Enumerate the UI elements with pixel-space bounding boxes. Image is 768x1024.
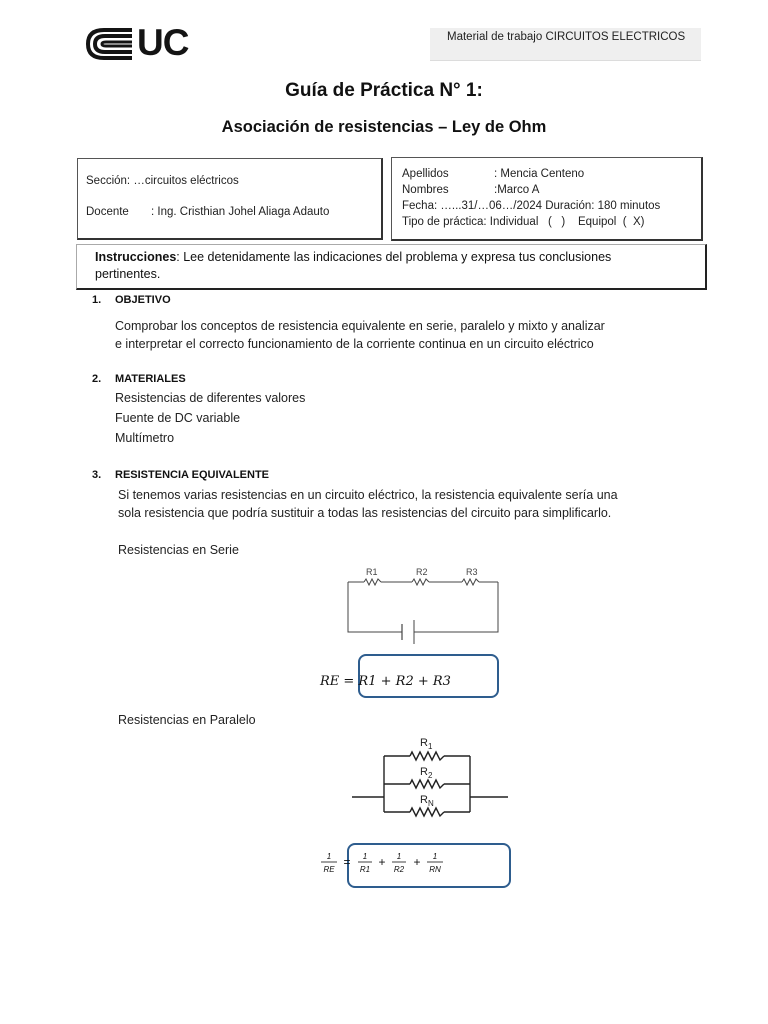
section-2-number: 2. (92, 373, 102, 385)
tipo-value: Individual ( ) Equipol ( X) (489, 216, 645, 228)
tipo-label: Tipo de práctica: (402, 216, 487, 228)
seccion-value: …circuitos eléctricos (133, 175, 239, 187)
section-1-line2: e interpretar el correcto funcionamiento de la corriente continua en un circuito eléctrico (115, 337, 594, 351)
instructions-label: Instrucciones (95, 250, 177, 264)
page-subtitle: Asociación de resistencias – Ley de Ohm (221, 118, 547, 136)
nombres-label: Nombres (402, 184, 449, 196)
frac-den-rn: RN (429, 865, 441, 874)
section-3-number: 3. (92, 469, 102, 481)
header-label: Material de trabajo CIRCUITOS ELECTRICOS (447, 31, 686, 43)
frac-den-re: RE (323, 865, 335, 874)
frac-num: 1 (432, 852, 438, 861)
material-item: Fuente de DC variable (115, 411, 241, 425)
frac-den-r1: R1 (359, 865, 371, 874)
parallel-rn-label: $R_N$ (420, 794, 434, 808)
section-1-line1: Comprobar los conceptos de resistencia equivalente en serie, paralelo y mixto y analizar (115, 319, 605, 333)
series-r1-label: R1 (366, 567, 378, 577)
material-item: Multímetro (115, 431, 175, 445)
docente-value: : Ing. Cristhian Johel Aliaga Adauto (151, 206, 330, 218)
page-title: Guía de Práctica N° 1: (285, 80, 483, 101)
series-circuit-diagram (340, 560, 510, 650)
section-2-title: MATERIALES (115, 373, 186, 385)
section-3-line2: sola resistencia que podría sustituir a todas las resistencias del circuito para simplificarlo. (118, 506, 612, 520)
paralelo-label: Resistencias en Paralelo (118, 713, 256, 727)
fecha-value: : …...31/…06…/2024 Duración: 180 minutos (434, 200, 661, 212)
series-r3-label: R3 (466, 567, 478, 577)
series-r2-label: R2 (416, 567, 428, 577)
frac-num: 1 (396, 852, 402, 861)
seccion-label: Sección: (86, 175, 131, 187)
nombres-value: :Marco A (494, 184, 540, 196)
serie-label: Resistencias en Serie (118, 543, 239, 557)
parallel-circuit-diagram (350, 732, 510, 824)
apellidos-value: : Mencia Centeno (494, 168, 585, 180)
material-item: Resistencias de diferentes valores (115, 391, 306, 405)
instructions-text: : Lee detenidamente las indicaciones del problema y expresa tus conclusiones (176, 250, 612, 264)
uc-logo-text: UC (137, 22, 189, 63)
seccion-row (86, 175, 239, 187)
docente-label: Docente (86, 206, 129, 218)
tipo-row (402, 216, 644, 228)
info-box-left (77, 158, 383, 240)
frac-num: 1 (362, 852, 368, 861)
series-formula: RE = R1 + R2 + R3 (320, 674, 451, 689)
frac-den-r2: R2 (393, 865, 405, 874)
instructions-line2: pertinentes. (95, 267, 161, 281)
section-1-number: 1. (92, 294, 102, 306)
plus-sign: + (378, 855, 386, 869)
parallel-r1-label: $R_1$ (420, 737, 433, 751)
fecha-label: Fecha (402, 200, 434, 212)
apellidos-label: Apellidos (402, 168, 449, 180)
section-1-title: OBJETIVO (115, 294, 171, 306)
parallel-r2-label: $R_2$ (420, 766, 433, 780)
instructions-line1 (95, 250, 611, 264)
equals-sign: = (343, 855, 351, 869)
section-3-title: RESISTENCIA EQUIVALENTE (115, 469, 270, 481)
parallel-formula (318, 848, 458, 882)
section-3-line1: Si tenemos varias resistencias en un circuito eléctrico, la resistencia equivalente sería una (118, 488, 618, 502)
frac-num: 1 (326, 852, 332, 861)
plus-sign: + (413, 855, 421, 869)
